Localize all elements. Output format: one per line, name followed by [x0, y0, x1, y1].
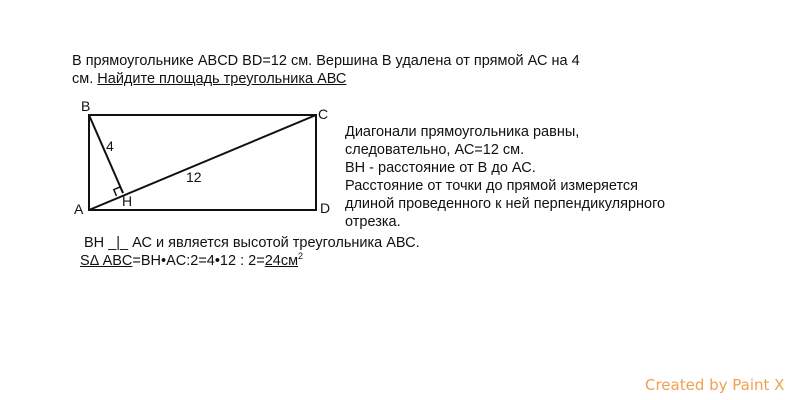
problem-line-2-prefix: см. — [72, 71, 94, 87]
area-power: 2 — [298, 251, 304, 261]
explanation-line: длиной проведенного к ней перпендикулярного — [345, 196, 666, 212]
label-bh-length: 4 — [106, 138, 114, 154]
explanation-line: ВН - расстояние от В до АС. — [345, 160, 536, 176]
problem-task: Найдите площадь треугольника АВС — [97, 71, 347, 87]
explanation-line: отрезка. — [345, 214, 401, 230]
explanation-line: Диагонали прямоугольника равны, — [345, 124, 580, 140]
label-vertex-a: A — [74, 201, 84, 217]
explanation-line: Расстояние от точки до прямой измеряется — [345, 178, 639, 194]
solution-height-text: АС и является высотой треугольника АВС. — [132, 235, 420, 251]
label-vertex-d: D — [320, 200, 331, 216]
height-bh — [89, 115, 123, 193]
solution-bh: ВН — [84, 235, 105, 251]
area-result: 24см — [264, 253, 299, 269]
solution-line-2 — [80, 252, 303, 270]
area-formula: =BH•AC:2=4•12 : 2= — [132, 253, 265, 269]
area-label: SΔ ABC — [80, 253, 133, 269]
paintx-watermark: Created by Paint X — [645, 376, 785, 394]
problem-line-1: В прямоугольнике ABCD BD=12 см. Вершина В удалена от прямой АС на 4 — [72, 53, 580, 69]
label-vertex-c: C — [318, 106, 329, 122]
label-foot-h: H — [122, 193, 133, 209]
label-vertex-b: B — [81, 98, 91, 114]
perpendicular-symbol: _|_ — [108, 235, 129, 251]
label-ac-length: 12 — [186, 169, 202, 185]
explanation-line: следовательно, АС=12 см. — [345, 142, 525, 158]
solution-line-1 — [84, 234, 420, 252]
